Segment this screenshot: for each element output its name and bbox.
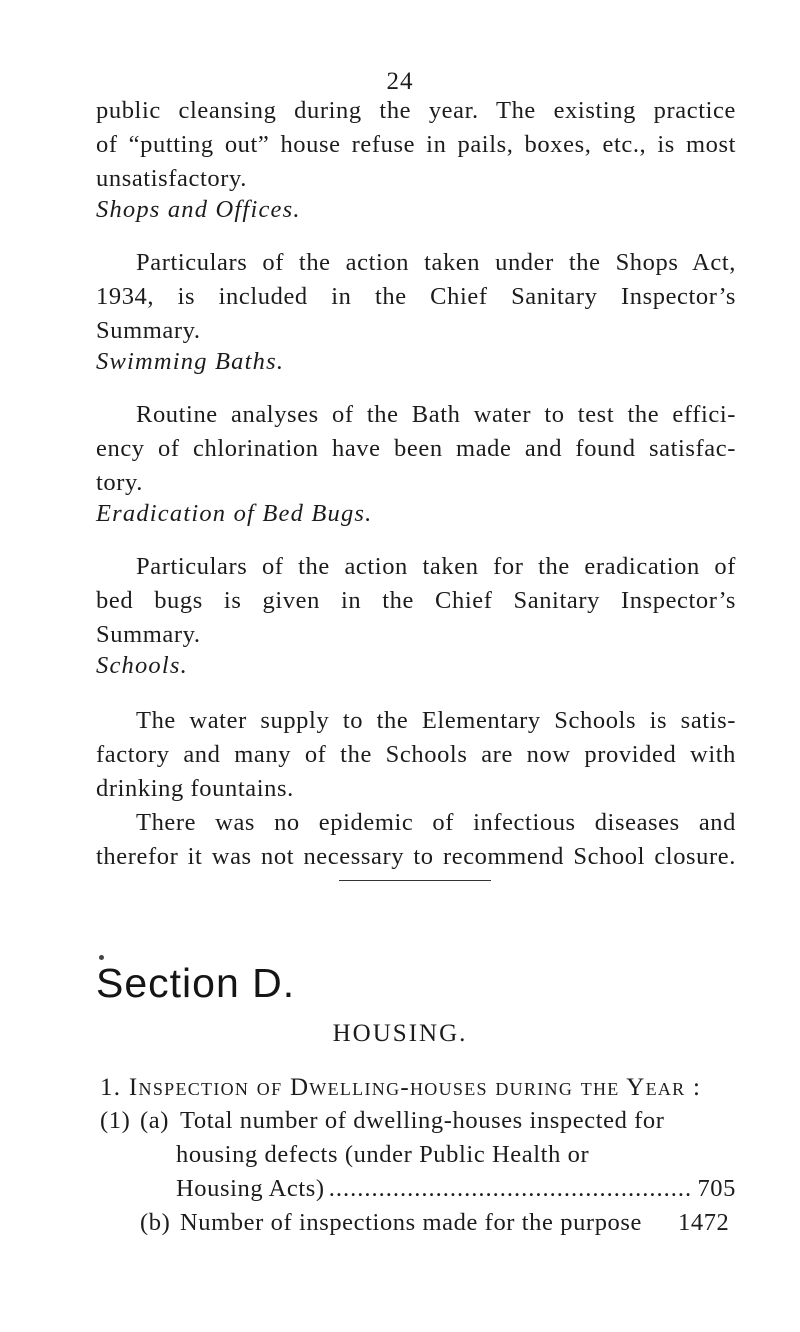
- text-line: of “putting out” house refuse in pails, boxes, etc., is most: [96, 131, 736, 158]
- text-line: public cleansing during the year. The existing practice: [96, 97, 736, 124]
- item-1-number: (1): [100, 1107, 131, 1134]
- paragraph-schools-2: [96, 806, 736, 874]
- text-line: tory.: [96, 469, 143, 496]
- horizontal-divider: [339, 880, 491, 881]
- paragraph-shops: [96, 246, 736, 348]
- section-heading-bed-bugs: Eradication of Bed Bugs.: [96, 500, 373, 527]
- paragraph-bed-bugs: [96, 550, 736, 652]
- item-a-value: 705: [697, 1175, 736, 1202]
- text-line: Routine analyses of the Bath water to test the effici-: [136, 401, 736, 428]
- item-b-text: Number of inspections made for the purpose: [180, 1209, 643, 1236]
- text-line: unsatisfactory.: [96, 165, 247, 192]
- text-line: therefor it was not necessary to recommend School closure.: [96, 843, 736, 870]
- text-line: Summary.: [96, 621, 201, 648]
- text-line: bed bugs is given in the Chief Sanitary Inspector’s: [96, 587, 736, 614]
- section-heading-baths: Swimming Baths.: [96, 348, 285, 375]
- item-b-letter: (b): [140, 1209, 171, 1236]
- text-line: Summary.: [96, 317, 201, 344]
- intro-paragraph: [96, 94, 736, 196]
- item-a-text-line: Total number of dwelling-houses inspected for: [180, 1107, 665, 1134]
- item-a-text-line: housing defects (under Public Health or: [176, 1141, 590, 1168]
- item-a-total-row: [176, 1175, 736, 1203]
- text-line: ency of chlorination have been made and found satisfac-: [96, 435, 736, 462]
- section-heading-schools: Schools.: [96, 652, 188, 679]
- text-line: factory and many of the Schools are now provided with: [96, 741, 736, 768]
- text-line: Particulars of the action taken for the eradication of: [136, 553, 736, 580]
- text-line: The water supply to the Elementary Schools is satis-: [136, 707, 736, 734]
- housing-subtitle: HOUSING.: [332, 1020, 468, 1047]
- section-d-title: Section D.: [96, 960, 296, 1006]
- item-a-last-line: Housing Acts): [176, 1175, 325, 1202]
- text-line: drinking fountains.: [96, 775, 294, 802]
- paragraph-schools: [96, 704, 736, 806]
- paragraph-baths: [96, 398, 736, 500]
- dot-leader: [329, 1175, 694, 1203]
- page-number: 24: [386, 68, 414, 95]
- item-1-heading: 1. Inspection of Dwelling-houses during the Year :: [100, 1074, 702, 1101]
- item-b-value: 1472: [678, 1209, 730, 1236]
- item-a-letter: (a): [140, 1107, 169, 1134]
- section-heading-shops: Shops and Offices.: [96, 196, 301, 223]
- text-line: Particulars of the action taken under the Shops Act,: [136, 249, 736, 276]
- text-line: There was no epidemic of infectious diseases and: [136, 809, 736, 836]
- text-line: 1934, is included in the Chief Sanitary Inspector’s: [96, 283, 736, 310]
